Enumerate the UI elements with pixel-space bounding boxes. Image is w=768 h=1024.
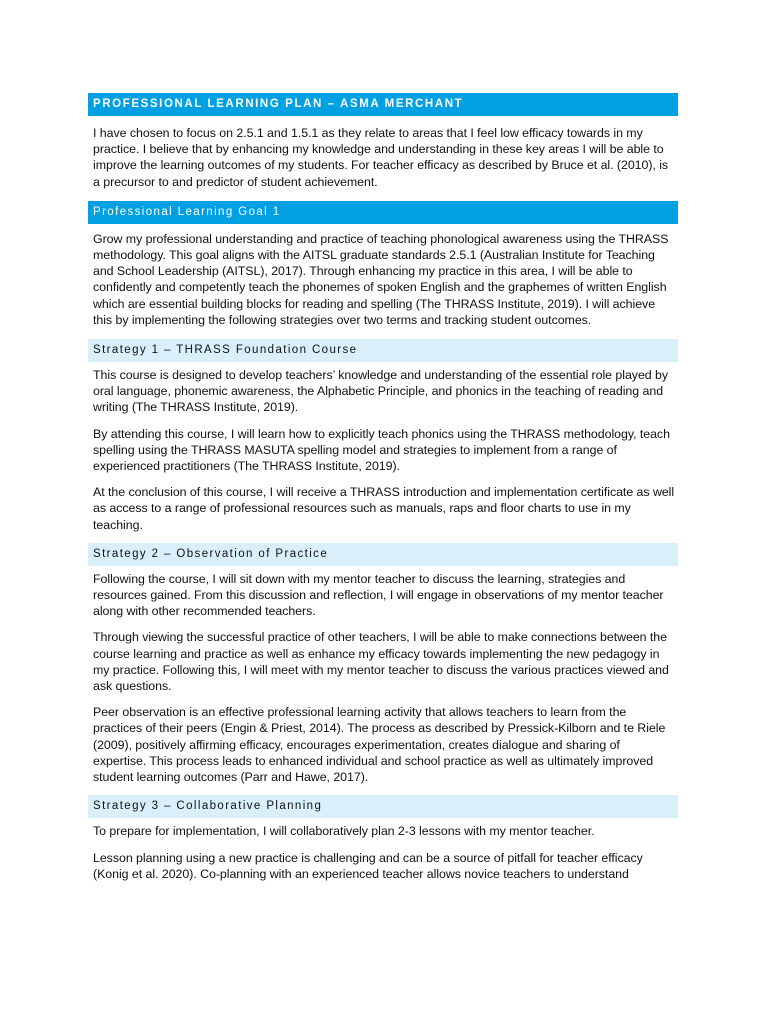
strategy-1-paragraph-3: At the conclusion of this course, I will receive a THRASS introduction and implementation certificate as well as access to a range of professional resources such as manuals, raps and floor charts to use in my teaching.	[93, 485, 675, 532]
goal-paragraph: Grow my professional understanding and practice of teaching phonological awareness using the THRASS methodology. This goal aligns with the AITSL graduate standards 2.5.1 (Australian Institute for Teaching and School Leadership (AITSL), 2017). Through enhancing my practice in this area, I will be able to confidently and competently teach the phonemes of spoken English and the graphemes of written English which are essential building blocks for reading and spelling (The THRASS Institute, 2019). I will achieve this by implementing the following strategies over two terms and tracking student outcomes.	[93, 231, 669, 327]
strategy-1-paragraph-2: By attending this course, I will learn how to explicitly teach phonics using the THRASS methodology, teach spelling using the THRASS MASUTA spelling model and strategies to implement from a range of experienced practitioners (The THRASS Institute, 2019).	[93, 426, 670, 474]
strategy-3-paragraph-1: To prepare for implementation, I will collaboratively plan 2-3 lessons with my mentor teacher.	[93, 824, 595, 839]
intro-paragraph: I have chosen to focus on 2.5.1 and 1.5.1 as they relate to areas that I feel low efficacy towards in my practice. I believe that by enhancing my knowledge and understanding in these key areas I will be able to improve the learning outcomes of my students. For teacher efficacy as described by Bruce et al. (2010), is a precursor to and predictor of student achievement.	[93, 126, 669, 189]
strategy-2-heading: Strategy 2 – Observation of Practice	[88, 543, 678, 566]
strategy-3-heading: Strategy 3 – Collaborative Planning	[88, 795, 678, 818]
strategy-1-heading: Strategy 1 – THRASS Foundation Course	[88, 339, 678, 362]
goal-banner: Professional Learning Goal 1	[88, 201, 678, 224]
strategy-2-paragraph-2: Through viewing the successful practice of other teachers, I will be able to make connections between the course learning and practice as well as enhance my efficacy towards implementing the new pedagogy in my practice. Following this, I will meet with my mentor teacher to discuss the various practices viewed and ask questions.	[93, 630, 669, 694]
strategy-3-paragraph-2: Lesson planning using a new practice is challenging and can be a source of pitfall for teacher efficacy (Konig et al. 2020). Co-planning with an experienced teacher allows novice teachers to understand	[93, 850, 643, 881]
title-banner: PROFESSIONAL LEARNING PLAN – ASMA MERCHANT	[88, 93, 678, 116]
strategy-2-paragraph-1: Following the course, I will sit down with my mentor teacher to discuss the learning, strategies and resources gained. From this discussion and reflection, I will engage in observations of my mentor teacher along with other recommended teachers.	[93, 571, 664, 619]
strategy-1-paragraph-1: This course is designed to develop teachers’ knowledge and understanding of the essential role played by oral language, phonemic awareness, the Alphabetic Principle, and phonics in the teaching of reading and writing (The THRASS Institute, 2019).	[93, 368, 669, 415]
document-page	[88, 93, 678, 882]
strategy-2-paragraph-3: Peer observation is an effective professional learning activity that allows teachers to learn from the practices of their peers (Engin & Priest, 2014). The process as described by Pressick-Kilborn and te Riele (2009), positively affirming efficacy, encourages experimentation, creates dialogue and sharing of expertise. This process leads to enhanced individual and school practice as well as ultimately improved student learning outcomes (Parr and Hawe, 2017).	[93, 705, 666, 785]
